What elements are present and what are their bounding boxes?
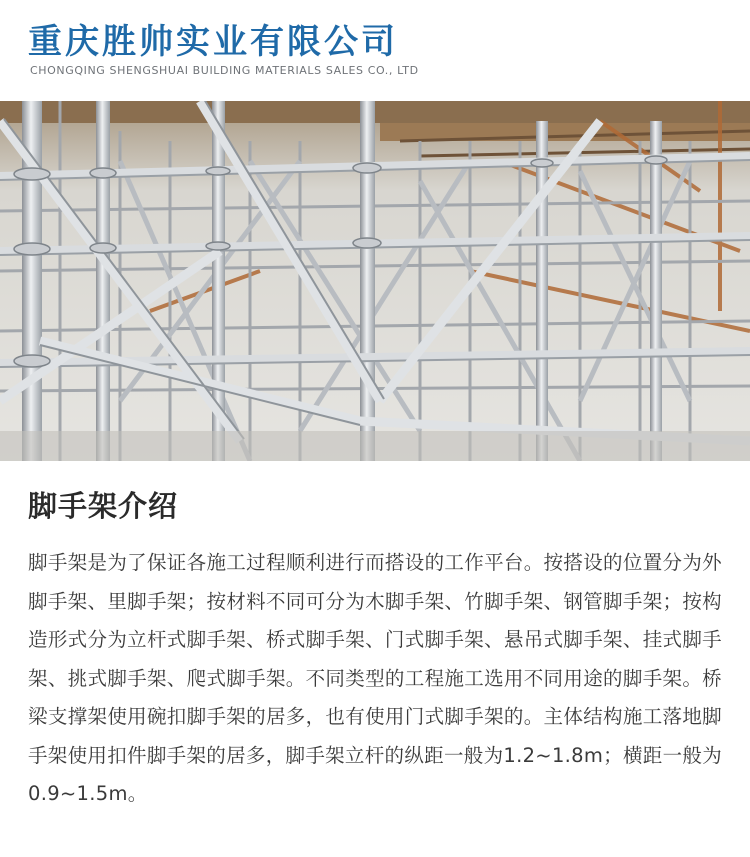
scaffolding-illustration (0, 101, 750, 461)
company-name: 重庆胜帅实业有限公司 (28, 22, 398, 62)
header (0, 0, 750, 100)
intro-paragraph: 脚手架是为了保证各施工过程顺利进行而搭设的工作平台。按搭设的位置分为外脚手架、里脚手架；按材料不同可分为木脚手架、竹脚手架、钢管脚手架；按构造形式分为立杆式脚手架、桥式脚手架、门式脚手架、悬吊式脚手架、挂式脚手架、挑式脚手架、爬式脚手架。不同类型的工程施工选用不同用途的脚手架。桥梁支撑架使用碗扣脚手架的居多，也有使用门式脚手架的。主体结构施工落地脚手架使用扣件脚手架的居多，脚手架立杆的纵距一般为1.2~1.8m；横距一般为0.9~1.5m。 (28, 551, 722, 805)
section-title: 脚手架介绍 (28, 489, 179, 523)
scaffolding-photo (0, 101, 750, 461)
company-name-en: CHONGQING SHENGSHUAI BUILDING MATERIALS SALES CO., LTD (30, 64, 419, 77)
